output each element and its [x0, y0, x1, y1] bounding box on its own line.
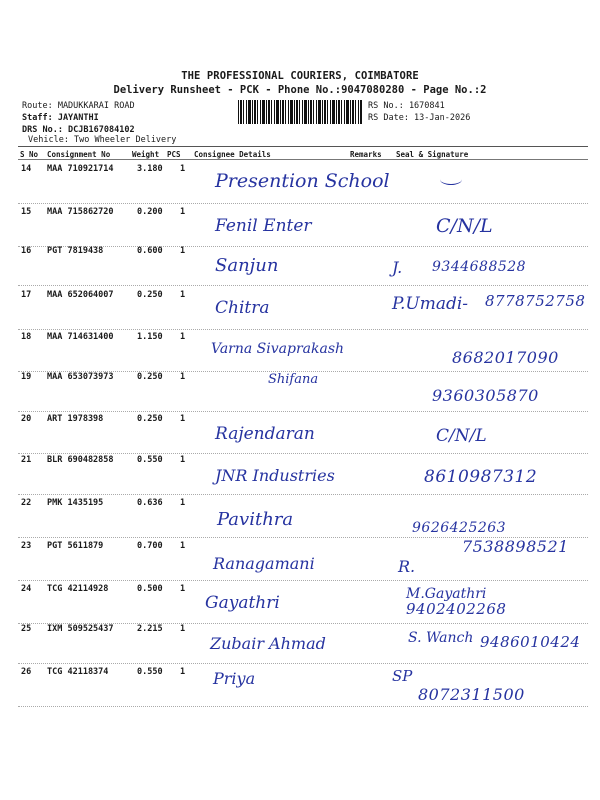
serial-number: 25 [21, 624, 32, 634]
consignee-handwritten: Pavithra [217, 509, 294, 530]
weight-value: 0.200 [137, 207, 163, 217]
consignment-number: TCG 42118374 [47, 667, 109, 677]
consignee-handwritten: Sanjun [215, 255, 279, 276]
consignee-handwritten: Gayathri [205, 593, 280, 613]
col-pcs: PCS [167, 150, 181, 159]
col-consignment: Consignment No [47, 150, 111, 159]
consignment-number: PMK 1435195 [47, 498, 104, 508]
weight-value: 0.600 [137, 246, 163, 256]
signature-scribble [440, 174, 462, 185]
pcs-count: 1 [180, 541, 186, 551]
receiver-phone-handwritten: 9360305870 [432, 386, 539, 405]
pcs-count: 1 [180, 498, 186, 508]
weight-value: 0.250 [137, 414, 163, 424]
table-row [0, 620, 600, 664]
receiver-phone-handwritten: 8682017090 [452, 348, 559, 367]
consignment-number: BLR 690482858 [47, 455, 114, 465]
pcs-count: 1 [180, 207, 186, 217]
runsheet-subtitle: Delivery Runsheet - PCK - Phone No.:9047080280 - Page No.:2 [113, 84, 487, 96]
col-weight: Weight [132, 150, 160, 159]
consignee-handwritten: Shifana [268, 372, 319, 387]
consignee-handwritten: Varna Sivaprakash [211, 341, 345, 357]
barcode [238, 100, 362, 124]
serial-number: 22 [21, 498, 32, 508]
weight-value: 2.215 [137, 624, 163, 634]
table-row [0, 663, 600, 707]
pcs-count: 1 [180, 624, 186, 634]
consignee-handwritten: Rajendaran [215, 424, 315, 444]
table-row [0, 328, 600, 372]
consignee-handwritten: Fenil Enter [215, 216, 312, 236]
pcs-count: 1 [180, 164, 186, 174]
receiver-phone-handwritten: 9402402268 [406, 600, 507, 618]
serial-number: 15 [21, 207, 32, 217]
consignee-handwritten: Zubair Ahmad [210, 634, 326, 653]
pcs-count: 1 [180, 372, 186, 382]
signature-handwritten: S. Wanch [408, 630, 474, 646]
weight-value: 0.250 [137, 290, 163, 300]
table-row [0, 160, 600, 204]
serial-number: 18 [21, 332, 32, 342]
weight-value: 0.550 [137, 667, 163, 677]
weight-value: 0.550 [137, 455, 163, 465]
consignment-number: MAA 652064007 [47, 290, 114, 300]
pcs-count: 1 [180, 584, 186, 594]
serial-number: 26 [21, 667, 32, 677]
signature-handwritten: J. [392, 258, 403, 277]
consignee-handwritten: Priya [213, 669, 256, 688]
receiver-phone-handwritten: 8072311500 [418, 685, 525, 704]
receiver-phone-handwritten: 7538898521 [462, 537, 569, 556]
pcs-count: 1 [180, 332, 186, 342]
table-row [0, 537, 600, 581]
drs-number: DRS No.: DCJB167084102 [22, 125, 135, 135]
weight-value: 0.700 [137, 541, 163, 551]
serial-number: 16 [21, 246, 32, 256]
signature-handwritten: C/N/L [436, 426, 487, 446]
pcs-count: 1 [180, 455, 186, 465]
table-row [0, 580, 600, 624]
weight-value: 0.500 [137, 584, 163, 594]
serial-number: 20 [21, 414, 32, 424]
signature-handwritten: C/N/L [436, 215, 493, 237]
table-row [0, 203, 600, 247]
table-row [0, 286, 600, 330]
col-remarks: Remarks [350, 150, 382, 159]
consignment-number: MAA 715862720 [47, 207, 114, 217]
serial-number: 14 [21, 164, 32, 174]
consignee-handwritten: Presention School [215, 170, 390, 192]
serial-number: 23 [21, 541, 32, 551]
col-seal-signature: Seal & Signature [396, 150, 469, 159]
weight-value: 0.250 [137, 372, 163, 382]
pcs-count: 1 [180, 414, 186, 424]
consignment-number: MAA 714631400 [47, 332, 114, 342]
table-row [0, 368, 600, 412]
consignment-number: ART 1978398 [47, 414, 104, 424]
receiver-phone-handwritten: 9486010424 [480, 633, 581, 651]
signature-handwritten: SP [392, 667, 413, 685]
col-consignee: Consignee Details [194, 150, 271, 159]
table-row [0, 410, 600, 454]
table-row [0, 242, 600, 286]
company-title: THE PROFESSIONAL COURIERS, COIMBATORE [181, 70, 419, 82]
consignment-number: MAA 653073973 [47, 372, 114, 382]
consignment-number: PGT 5611879 [47, 541, 104, 551]
signature-handwritten: R. [398, 557, 416, 576]
pcs-count: 1 [180, 246, 186, 256]
staff-label: Staff: JAYANTHI [22, 113, 99, 123]
table-row [0, 451, 600, 495]
col-sno: S No [20, 150, 39, 159]
consignee-handwritten: Chitra [215, 298, 270, 318]
table-top-rule [18, 146, 588, 147]
weight-value: 0.636 [137, 498, 163, 508]
pcs-count: 1 [180, 290, 186, 300]
consignment-number: PGT 7819438 [47, 246, 104, 256]
consignment-number: IXM 509525437 [47, 624, 114, 634]
serial-number: 19 [21, 372, 32, 382]
vehicle-label: Vehicle: Two Wheeler Delivery [28, 135, 177, 145]
consignee-handwritten: JNR Industries [215, 466, 335, 485]
table-row [0, 494, 600, 538]
consignee-handwritten: Ranagamani [213, 554, 315, 573]
serial-number: 17 [21, 290, 32, 300]
consignment-number: MAA 710921714 [47, 164, 114, 174]
weight-value: 3.180 [137, 164, 163, 174]
receiver-phone-handwritten: 8778752758 [485, 292, 586, 310]
pcs-count: 1 [180, 667, 186, 677]
serial-number: 24 [21, 584, 32, 594]
signature-handwritten: P.Umadi- [392, 294, 469, 314]
signature-handwritten: M.Gayathri [406, 586, 487, 602]
serial-number: 21 [21, 455, 32, 465]
rs-date: RS Date: 13-Jan-2026 [368, 113, 471, 123]
receiver-phone-handwritten: 9626425263 [412, 520, 507, 536]
receiver-phone-handwritten: 9344688528 [432, 259, 527, 275]
route-label: Route: MADUKKARAI ROAD [22, 101, 135, 111]
row-divider [18, 706, 588, 707]
rs-number: RS No.: 1670841 [368, 101, 445, 111]
weight-value: 1.150 [137, 332, 163, 342]
receiver-phone-handwritten: 8610987312 [424, 467, 538, 487]
consignment-number: TCG 42114928 [47, 584, 109, 594]
